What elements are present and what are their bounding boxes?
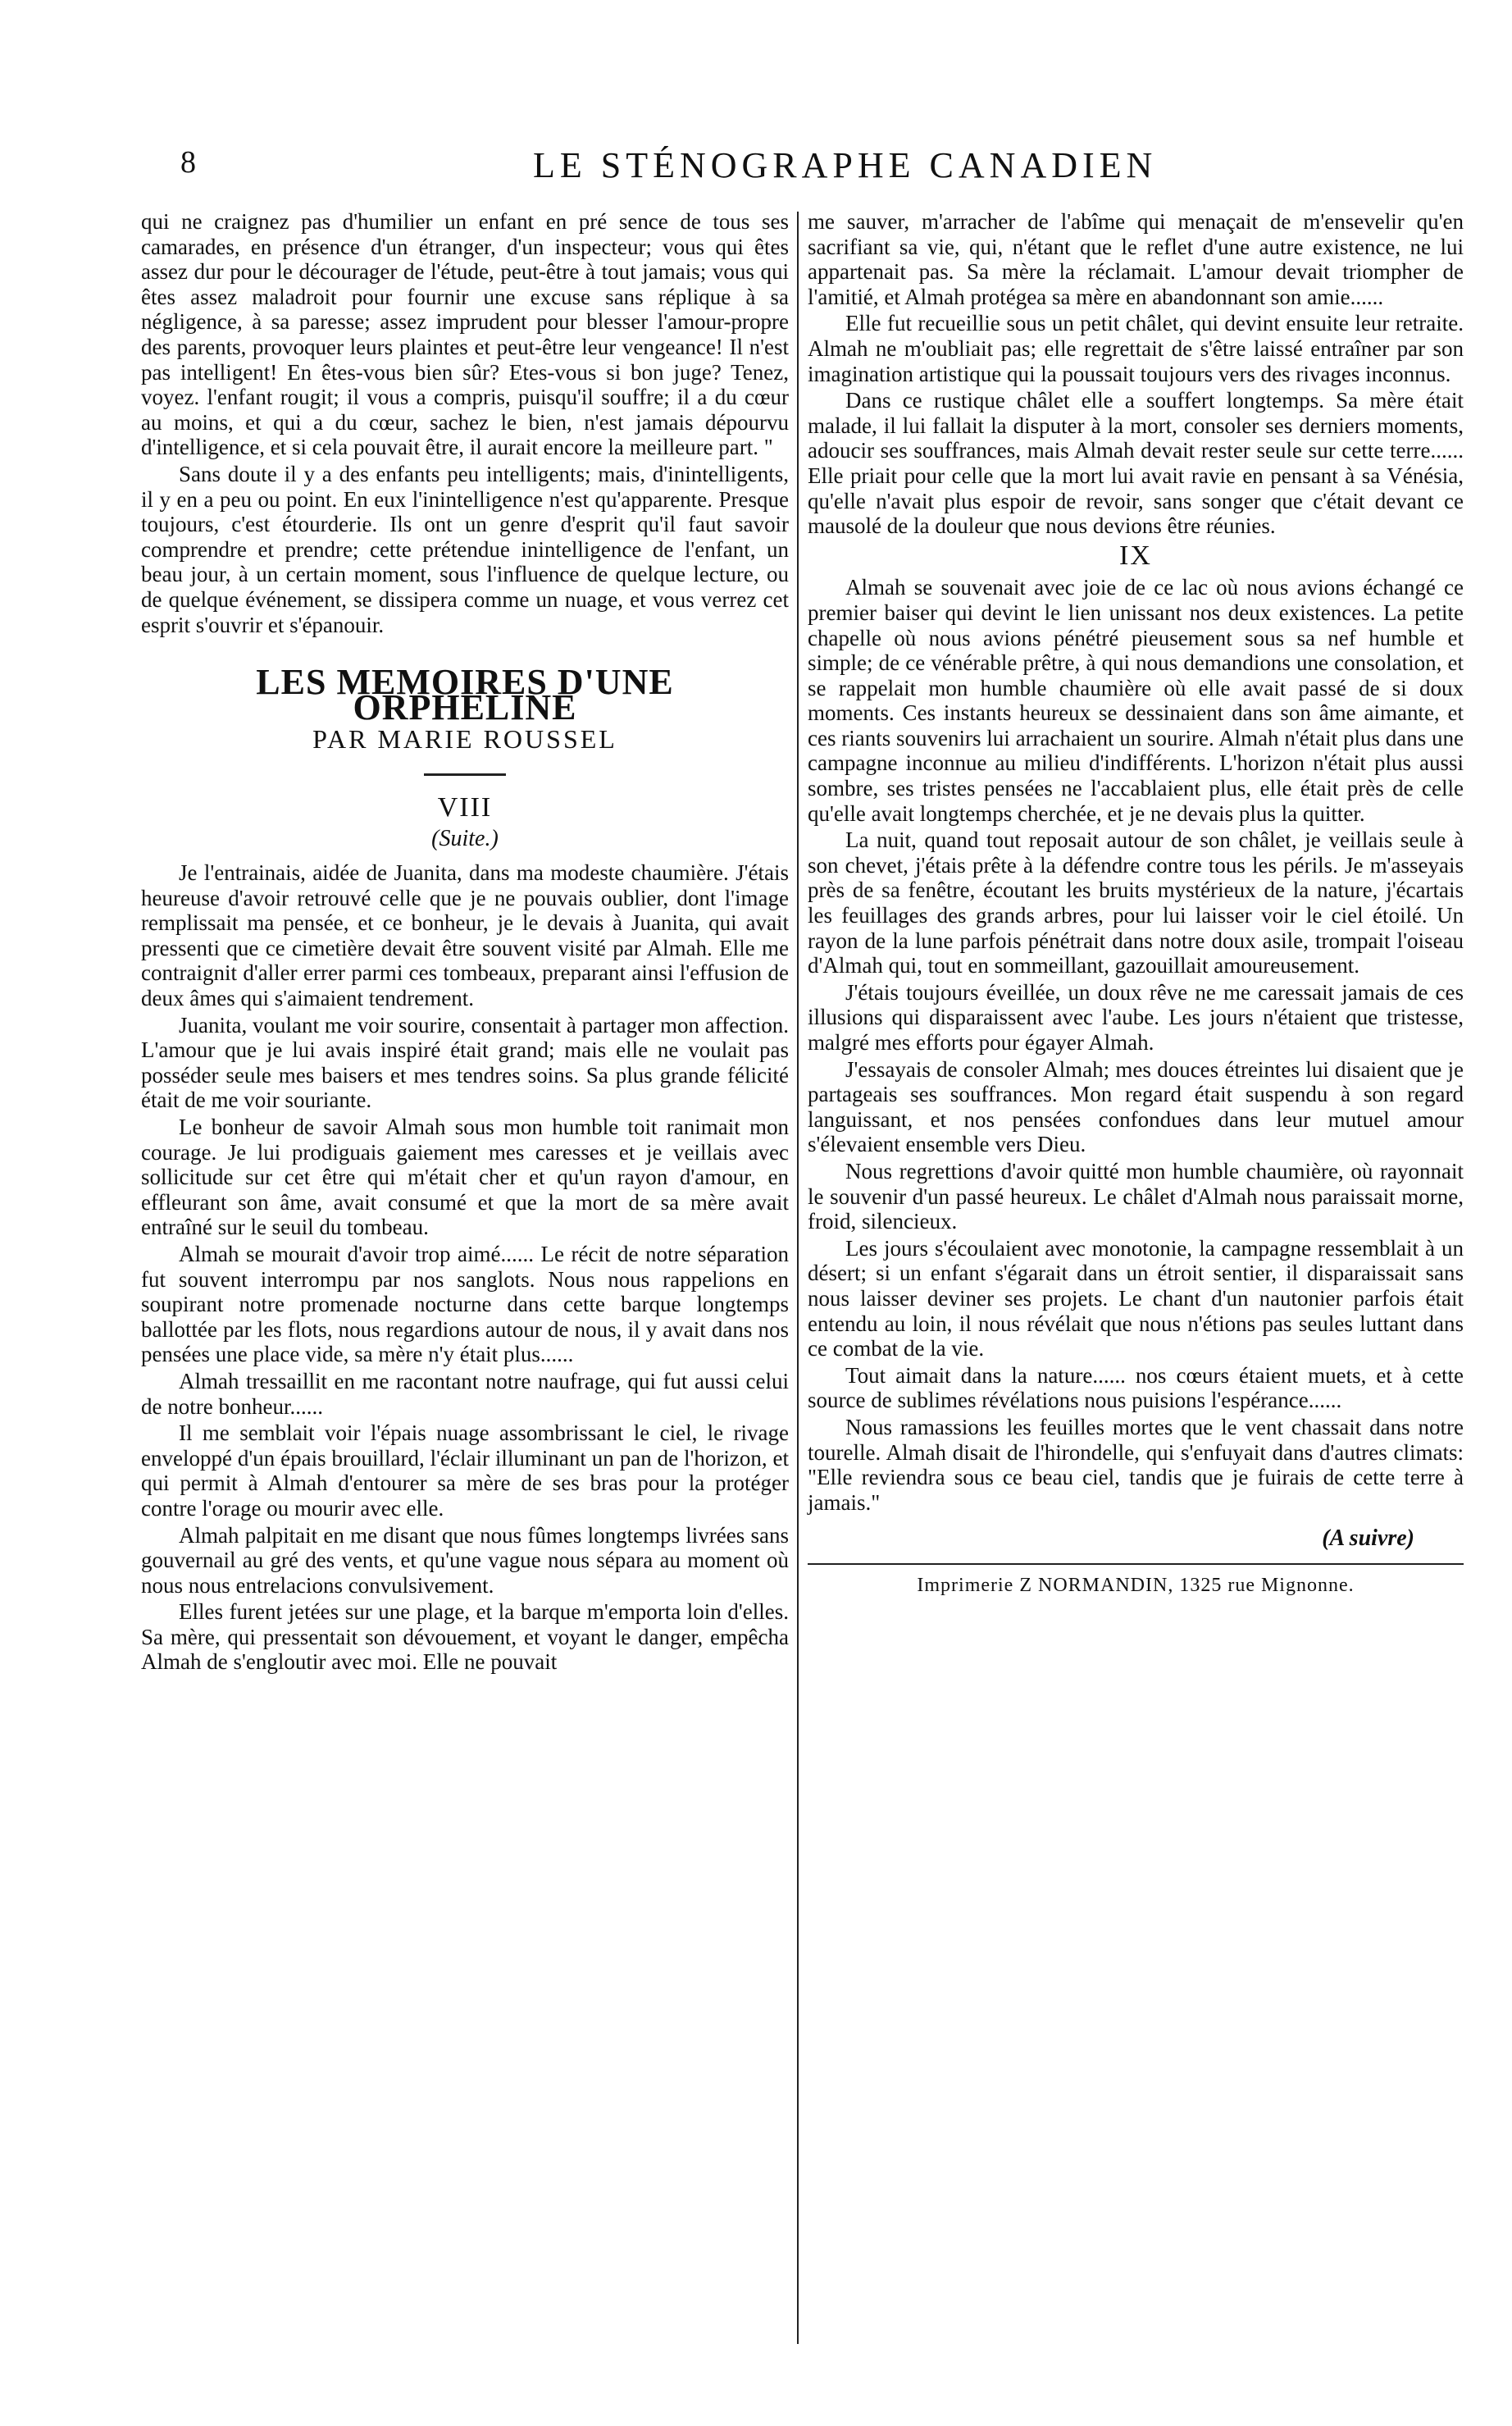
page-number: 8 — [180, 145, 196, 180]
story-paragraph: Almah se mourait d'avoir trop aimé...... Le récit de notre séparation fut souvent interrompu par nos sanglots. Nous nous rappelions en soupirant notre promenade nocturne dans cette barque longtemps ballottée par les flots, nous regardions autour de nous, il y avait dans nos pensées une place vide, sa mère n'y était plus...... — [141, 1241, 789, 1367]
story-paragraph: Nous regrettions d'avoir quitté mon humble chaumière, où rayonnait le souvenir d'un passé heureux. Le châlet d'Almah nous paraissait morne, froid, silencieux. — [808, 1158, 1464, 1234]
story-paragraph: J'étais toujours éveillée, un doux rêve ne me caressait jamais de ces illusions qui disparaissent avec l'aube. Les jours n'étaient que tristesse, malgré mes efforts pour égayer Almah. — [808, 979, 1464, 1055]
chapter-subtitle: (Suite.) — [431, 826, 499, 852]
story-paragraph: Almah palpitait en me disant que nous fûmes longtemps livrées sans gouvernail au gré des vents, et qu'une vague nous sépara au moment où nous nous entrelacions convulsivement. — [141, 1522, 789, 1598]
chapter-heading: IX — [1119, 540, 1152, 571]
left-column — [141, 209, 789, 1676]
story-paragraph: Elles furent jetées sur une plage, et la barque m'emporta loin d'elles. Sa mère, qui pressentait son dévouement, et voyant le danger, empêcha Almah de s'engloutir avec moi. Elle ne pouvait — [141, 1599, 789, 1675]
page-header — [180, 144, 1410, 194]
story-paragraph: Almah se souvenait avec joie de ce lac où nous avions échangé ce premier baiser qui devint le lien unissant nos deux existences. La petite chapelle où nous avions pénétré pieusement sous sa nef humble et simple; de ce vénérable prêtre, à qui nous demandions une consolation, et se rappelait mon humble chaumière où elle avait passé de si doux moments. Ces instants heureux se dessinaient dans son âme aimante, et ces riants souvenirs lui arrachaient un sourire. Almah n'était plus dans une campagne inconnue au milieu d'indifférents. L'horizon n'était plus aussi sombre, ses tristes pensées ne l'accablaient plus, elle était près de celle qu'elle avait longtemps cherchée, et je ne devais plus la quitter. — [808, 575, 1464, 826]
running-title: LE STÉNOGRAPHE CANADIEN — [533, 145, 1158, 185]
paragraph: qui ne craignez pas d'humilier un enfant en pré sence de tous ses camarades, en présence d'un étranger, d'un inspecteur; vous qui êtes assez dur pour le décourager de l'étude, peut-être à tout jamais; vous qui êtes assez maladroit pour fournir une excuse sans réplique à sa négligence, à sa paresse; assez imprudent pour blesser l'amour-propre des parents, provoquer leurs plaintes et peut-être leur vengeance! Il n'est pas intelligent! En êtes-vous bien sûr? Etes-vous si bon juge? Tenez, voyez. l'enfant rougit; il vous a compris, puisqu'il souffre; il a du cœur au moins, et qui a du cœur, sachez le bien, n'est jamais dépourvu d'intelligence, et si cela pouvait être, il aurait encore la meilleure part. " — [141, 209, 789, 460]
story-paragraph: me sauver, m'arracher de l'abîme qui menaçait de m'ensevelir qu'en sacrifiant sa vie, qui, n'étant que le reflet d'une autre existence, ne lui appartenait pas. Sa mère la réclamait. L'amour devait triompher de l'amitié, et Almah protégea sa mère en abandonnant son amie...... — [808, 209, 1464, 309]
story-paragraph: Almah tressaillit en me racontant notre naufrage, qui fut aussi celui de notre bonheur...... — [141, 1368, 789, 1419]
story-paragraph: Il me semblait voir l'épais nuage assombrissant le ciel, le rivage enveloppé d'un épais brouillard, l'éclair illuminant un pan de l'horizon, et qui permit à Almah d'entourer sa mère de ses bras pour la protéger contre l'orage ou mourir avec elle. — [141, 1420, 789, 1521]
story-paragraph: Juanita, voulant me voir sourire, consentait à partager mon affection. L'amour que je lui avais inspiré était grand; mais elle ne voulait pas posséder seule mes baisers et mes tendres soins. Sa plus grande félicité était de me voir souriante. — [141, 1012, 789, 1113]
story-paragraph: Dans ce rustique châlet elle a souffert longtemps. Sa mère était malade, il lui fallait la disputer à la mort, consoler ses derniers moments, adoucir ses souffrances, mais Almah devait rester seule sur cette terre...... Elle priait pour celle que la mort lui avait ravie en pensant à sa Vénésia, qu'elle n'avait plus espoir de revoir, sans songer que c'était devant ce mausolé de la douleur que nous devions être réunies. — [808, 388, 1464, 539]
right-column — [808, 209, 1464, 1598]
story-paragraph: Les jours s'écoulaient avec monotonie, la campagne ressemblait à un désert; si un enfant s'égarait dans un étroit sentier, il disparaissait sans nous laisser deviner ses projets. Le chant d'un nautonier parfois était entendu au loin, il nous révélait que nous n'étions pas seules luttant dans ce combat de la vie. — [808, 1235, 1464, 1361]
article-title: LES MEMOIRES D'UNE ORPHELINE — [256, 662, 674, 727]
imprint-rule — [808, 1563, 1464, 1565]
story-paragraph: Le bonheur de savoir Almah sous mon humble toit ranimait mon courage. Je lui prodiguais gaiement mes caresses et je veillais avec sollicitude sur cet être qui m'était cher et qu'un rayon d'amour, en effleurant son âme, avait consumé et que la mort de sa mère avait entraîné sur le seuil du tombeau. — [141, 1115, 789, 1240]
to-be-continued: (A suivre) — [1322, 1525, 1414, 1552]
divider-rule — [424, 773, 506, 776]
paragraph: Sans doute il y a des enfants peu intelligents; mais, d'inintelligents, il y en a peu ou point. En eux l'inintelligence n'est qu'apparente. Presque toujours, c'est étourderie. Ils ont un genre d'esprit qu'il faut savoir comprendre et prendre; cette prétendue inintelligence de l'enfant, un beau jour, à un certain moment, sous l'influence de quelque lecture, ou de quelque événement, se dissipera comme un nuage, et vous verrez cet esprit s'ouvrir et s'épanouir. — [141, 461, 789, 637]
byline: PAR MARIE ROUSSEL — [312, 724, 617, 755]
story-paragraph: Nous ramassions les feuilles mortes que le vent chassait dans notre tourelle. Almah disait de l'hirondelle, qui s'enfuyait dans d'autres climats: "Elle reviendra sous ce beau ciel, tandis que je fuirais de cette terre à jamais." — [808, 1414, 1464, 1515]
chapter-heading: VIII — [437, 791, 493, 823]
story-paragraph: Tout aimait dans la nature...... nos cœurs étaient muets, et à cette source de sublimes révélations nous puisions l'espérance...... — [808, 1362, 1464, 1413]
story-paragraph: La nuit, quand tout reposait autour de son châlet, je veillais seule à son chevet, j'étais prête à la défendre contre tous les périls. Je m'asseyais près de sa fenêtre, écoutant les bruits mystérieux de la nature, j'écartais les feuillages des grands arbres, pour lui laisser voir le ciel étoilé. Un rayon de la lune parfois pénétrait dans notre doux asile, trompait l'oiseau d'Almah qui, tout en sommeillant, gazouillait amoureusement. — [808, 828, 1464, 978]
printer-imprint: Imprimerie Z NORMANDIN, 1325 rue Mignonne. — [917, 1574, 1355, 1596]
story-paragraph: Je l'entrainais, aidée de Juanita, dans ma modeste chaumière. J'étais heureuse d'avoir retrouvé celle que je ne pouvais oublier, dont l'image remplissait ma pensée, et ce bonheur, je le devais à Juanita, qui avait pressenti que ce cimetière devait être souvent visité par Almah. Elle me contraignit d'aller errer parmi ces tombeaux, preparant ainsi l'effusion de deux âmes qui s'aimaient tendrement. — [141, 860, 789, 1011]
column-divider — [797, 212, 799, 2344]
story-paragraph: J'essayais de consoler Almah; mes douces étreintes lui disaient que je partageais ses souffrances. Mon regard était suspendu à son regard languissant, et nos pensées confondues dans leur mutuel amour s'élevaient ensemble vers Dieu. — [808, 1056, 1464, 1157]
story-paragraph: Elle fut recueillie sous un petit châlet, qui devint ensuite leur retraite. Almah ne m'oubliait pas; elle regrettait de s'être laissé entraîner par son imagination artistique qui la poussait toujours vers des rivages inconnus. — [808, 311, 1464, 386]
